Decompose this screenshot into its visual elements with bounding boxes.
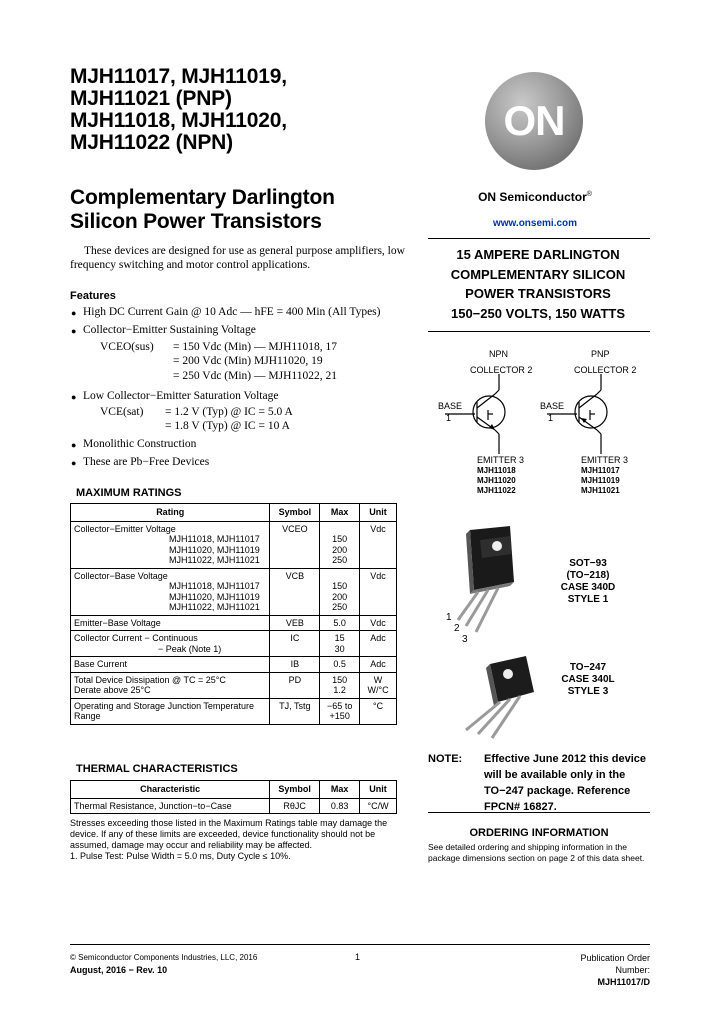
rating-name: Emitter−Base Voltage [71, 615, 270, 631]
rating-max: 150 [332, 581, 348, 591]
rating-unit: Adc [360, 631, 397, 657]
title-line: Complementary Darlington [70, 186, 335, 209]
part-line: MJH11017, MJH11019, [70, 65, 287, 88]
npn-emitter-label: EMITTER 3 [477, 455, 525, 465]
max-ratings-title: MAXIMUM RATINGS [76, 487, 182, 499]
publication-number: MJH11017/D [597, 977, 650, 987]
ordering-text: See detailed ordering and shipping information in the package dimensions section on page 2 of this data sheet. [428, 842, 645, 863]
thermal-symbol: RθJC [270, 798, 320, 814]
footer-divider [70, 944, 650, 945]
thermal-unit: °C/W [360, 798, 397, 814]
npn-part: MJH11018 [477, 466, 516, 475]
spec-line: COMPLEMENTARY SILICON [450, 266, 626, 282]
divider [428, 812, 650, 813]
rating-max: 200 [332, 544, 348, 555]
rating-max: 30 [334, 643, 345, 654]
pnp-collector-label: COLLECTOR 2 [574, 365, 637, 375]
pnp-emitter-label: EMITTER 3 [581, 455, 629, 465]
rating-symbol: VCB [270, 568, 320, 615]
page-number: 1 [355, 952, 361, 962]
column-header: Symbol [270, 781, 320, 799]
pnp-transistor-symbol [547, 372, 627, 456]
rating-unit: Vdc [360, 568, 397, 615]
package-line: CASE 340D [560, 582, 616, 593]
thermal-title: THERMAL CHARACTERISTICS [76, 763, 238, 775]
pnp-base-label: BASE [540, 401, 565, 411]
sot93-pin: 1 [446, 612, 452, 623]
spec-line: 150−250 VOLTS, 150 WATTS [450, 305, 625, 321]
rating-symbol: VCEO [270, 521, 320, 568]
npn-part: MJH11022 [477, 486, 516, 495]
sot93-pin: 3 [462, 634, 468, 645]
footer-right [546, 952, 650, 988]
npn-base-label: BASE [438, 401, 463, 411]
bullet-icon: ● [71, 440, 77, 450]
table-row [71, 568, 397, 615]
bullet-icon: ● [71, 392, 77, 402]
rating-max: 250 [332, 555, 348, 565]
thermal-max: 0.83 [320, 798, 360, 814]
vceo-line: = 250 Vdc (Min) — MJH11022, 21 [173, 370, 337, 382]
website-link[interactable]: www.onsemi.com [492, 218, 578, 229]
npn-base-pin: 1 [446, 413, 452, 423]
rating-max: 200 [332, 591, 348, 602]
column-header: Unit [360, 504, 397, 522]
column-header: Max [320, 781, 360, 799]
table-row [71, 521, 397, 568]
package-line: STYLE 3 [567, 686, 609, 697]
rating-sub: MJH11022, MJH11021 [169, 602, 260, 612]
rating-sub: MJH11020, MJH11019 [169, 544, 260, 555]
trademark: ® [586, 191, 592, 198]
column-header: Characteristic [71, 781, 270, 799]
pnp-part: MJH11017 [581, 466, 620, 475]
pnp-type-label: PNP [591, 349, 610, 359]
rating-sub: MJH11022, MJH11021 [169, 555, 260, 565]
stress-note: Stresses exceeding those listed in the Maximum Ratings table may damage the device. If any of these limits are exceeded, device functionality should not be assumed, damage may occur and reliability may be affected. [70, 818, 388, 850]
publication-label: Publication Order Number: [580, 953, 650, 975]
spec-summary [432, 245, 644, 323]
divider [428, 331, 650, 332]
rating-symbol: IB [270, 657, 320, 673]
bullet-icon: ● [71, 326, 77, 336]
npn-part: MJH11020 [477, 476, 516, 485]
sot93-pin: 2 [454, 623, 460, 634]
rating-max: 0.5 [320, 657, 360, 673]
title-line: Silicon Power Transistors [70, 210, 322, 233]
part-line: MJH11022 (NPN) [70, 131, 233, 154]
part-line: MJH11021 (PNP) [70, 87, 232, 110]
package-line: (TO−218) [566, 570, 610, 581]
rating-unit: W W/°C [360, 672, 397, 698]
vceo-label: VCEO(sus) [100, 341, 154, 353]
divider [428, 238, 650, 239]
rating-name: Base Current [71, 657, 270, 673]
spec-line: 15 AMPERE DARLINGTON [456, 247, 620, 262]
feature-vcesat-heading: Low Collector−Emitter Saturation Voltage [83, 390, 279, 402]
rating-unit: Adc [360, 657, 397, 673]
copyright: © Semiconductor Components Industries, LLC, 2016 [70, 953, 258, 962]
rating-max: +150 [329, 711, 350, 721]
ordering-title: ORDERING INFORMATION [469, 827, 609, 839]
rating-symbol: PD [270, 672, 320, 698]
bullet-icon: ● [71, 308, 77, 318]
rating-name: Total Device Dissipation @ TC = 25°C [74, 674, 226, 685]
vcesat-label: VCE(sat) [100, 406, 144, 418]
column-header: Unit [360, 781, 397, 799]
rating-sub: Derate above 25°C [74, 685, 151, 695]
rating-name: Collector−Emitter Voltage [74, 523, 176, 534]
rating-name: Collector−Base Voltage [74, 570, 168, 581]
rating-name: Collector Current − Continuous [74, 633, 198, 643]
features-heading: Features [70, 290, 116, 302]
column-header: Max [320, 504, 360, 522]
package-line: STYLE 1 [567, 594, 609, 605]
rating-sub: MJH11020, MJH11019 [169, 591, 260, 602]
rating-max: −65 to [327, 700, 353, 711]
rating-max: 250 [332, 602, 348, 612]
logo-text: ON [503, 97, 565, 144]
rating-max: 15 [334, 633, 345, 643]
max-ratings-table [70, 503, 397, 725]
table-row [71, 631, 397, 657]
table-header-row [71, 781, 397, 799]
part-numbers [70, 66, 390, 154]
note-heading: NOTE: [428, 753, 463, 765]
package-line: SOT−93 [569, 558, 607, 569]
rating-max: 1.2 [333, 685, 346, 695]
rating-unit: Vdc [360, 615, 397, 631]
table-row [71, 798, 397, 814]
feature-vceo-heading: Collector−Emitter Sustaining Voltage [83, 324, 256, 336]
rating-max: 5.0 [320, 615, 360, 631]
rating-max: 150 [332, 534, 348, 544]
table-row [71, 672, 397, 698]
rating-max: 150 [332, 674, 348, 685]
footer-left [70, 952, 257, 977]
column-header: Rating [71, 504, 270, 522]
document-title [70, 186, 410, 234]
to247-package-image [452, 652, 552, 742]
intro-paragraph: These devices are designed for use as general purpose amplifiers, low frequency switching and motor control applications. [70, 245, 405, 271]
table-row [71, 615, 397, 631]
pulse-note: 1. Pulse Test: Pulse Width = 5.0 ms, Duty Cycle ≤ 10%. [70, 851, 291, 861]
note-body: Effective June 2012 this device will be available only in the TO−247 package. Reference FPCN# 16827. [484, 753, 647, 813]
table-row [71, 657, 397, 673]
table-header-row [71, 504, 397, 522]
revision-date: August, 2016 − Rev. 10 [70, 965, 168, 975]
column-header: Symbol [270, 504, 320, 522]
pnp-part: MJH11021 [581, 486, 620, 495]
vcesat-line: = 1.8 V (Typ) @ IC = 10 A [165, 420, 290, 432]
vceo-line: = 150 Vdc (Min) — MJH11018, 17 [173, 341, 337, 353]
to247-package-label [556, 662, 620, 698]
vceo-line: = 200 Vdc (Min) MJH11020, 19 [173, 355, 323, 367]
rating-name: Operating and Storage Junction Temperature Range [71, 698, 270, 724]
package-line: TO−247 [569, 662, 607, 673]
feature-monolithic: Monolithic Construction [83, 438, 197, 450]
npn-transistor-symbol [445, 372, 525, 456]
table-row [71, 698, 397, 724]
rating-unit: Vdc [360, 521, 397, 568]
brand-name-text: ON Semiconductor [478, 190, 587, 204]
npn-collector-label: COLLECTOR 2 [470, 365, 533, 375]
rating-symbol: TJ, Tstg [270, 698, 320, 724]
vcesat-line: = 1.2 V (Typ) @ IC = 5.0 A [165, 406, 293, 418]
part-line: MJH11018, MJH11020, [70, 109, 287, 132]
sot93-package-label [556, 558, 620, 606]
feature-pbfree: These are Pb−Free Devices [83, 456, 210, 468]
table-notes [70, 818, 400, 862]
rating-symbol: IC [270, 631, 320, 657]
pnp-part-list [581, 466, 620, 496]
on-logo-icon [485, 72, 583, 170]
rating-sub: MJH11018, MJH11017 [169, 581, 260, 591]
thermal-table [70, 780, 397, 814]
bullet-icon: ● [71, 458, 77, 468]
brand-name [440, 190, 630, 204]
package-line: CASE 340L [561, 674, 615, 685]
thermal-name: Thermal Resistance, Junction−to−Case [71, 798, 270, 814]
feature-gain: High DC Current Gain @ 10 Adc — hFE = 400 Min (All Types) [83, 306, 381, 318]
spec-line: POWER TRANSISTORS [465, 286, 611, 301]
pnp-part: MJH11019 [581, 476, 620, 485]
npn-part-list [477, 466, 516, 496]
rating-sub: MJH11018, MJH11017 [169, 534, 260, 544]
rating-sub: − Peak (Note 1) [158, 643, 222, 654]
pnp-base-pin: 1 [548, 413, 554, 423]
rating-unit: °C [360, 698, 397, 724]
rating-symbol: VEB [270, 615, 320, 631]
npn-type-label: NPN [489, 349, 509, 359]
